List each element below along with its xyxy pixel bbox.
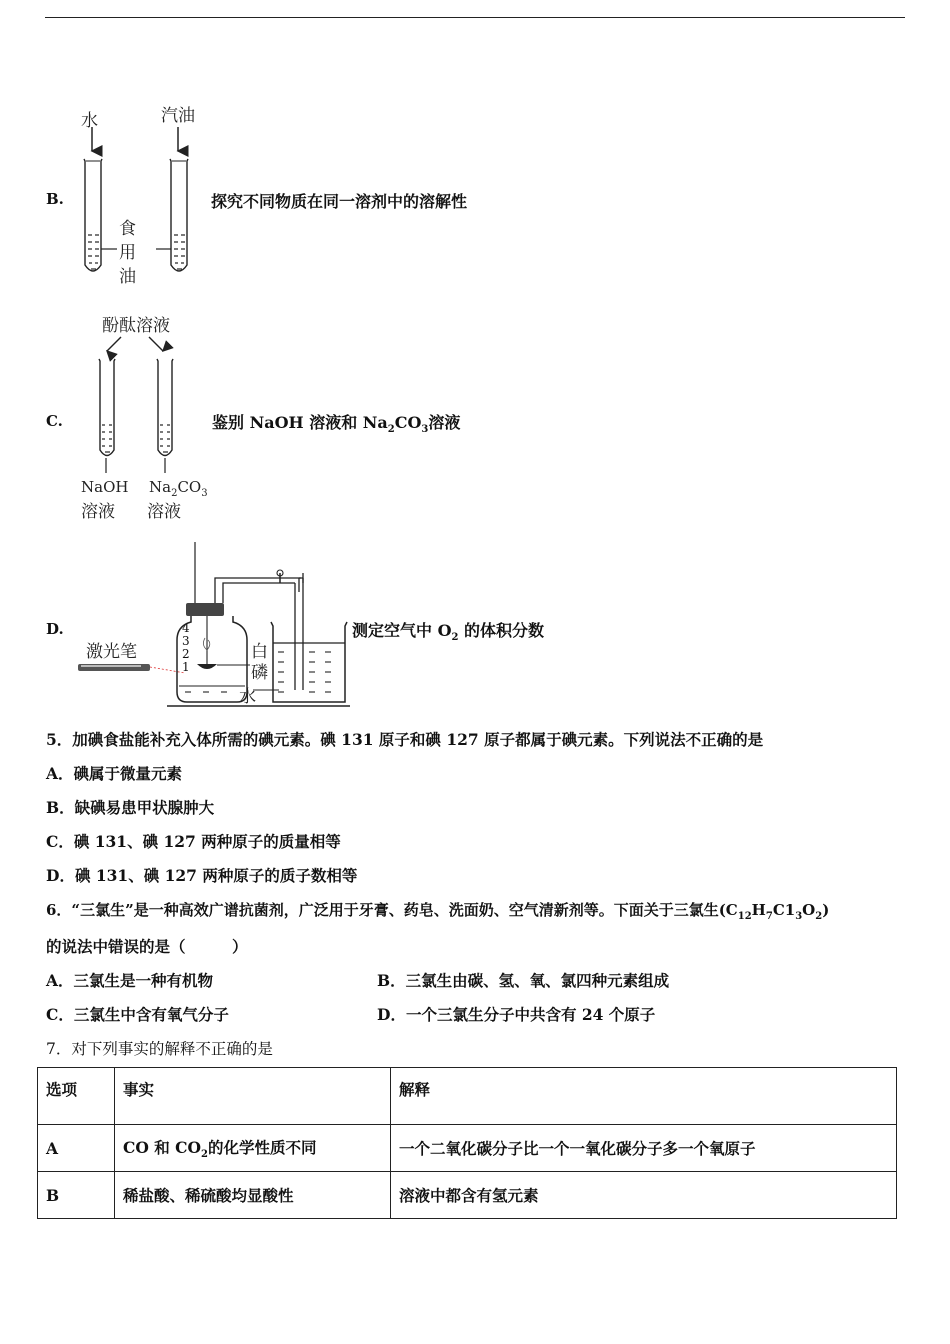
q6-choice-b: B．三氯生由碳、氢、氧、氯四种元素组成 [377, 971, 670, 990]
q6-choice-c: C．三氯生中含有氧气分子 [46, 1005, 229, 1024]
q5-choice-a: A．碘属于微量元素 [46, 764, 183, 783]
q6-stem: 6．“三氯生”是一种高效广谱抗菌剂，广泛用于牙膏、药皂、洗面奶、空气清新剂等。下面关于三氯生$(C_{12}H_7C1_3O_2)$ [46, 901, 830, 922]
option-c-caption: 鉴别 NaOH 溶液和 $Na_2CO_3$溶液 [212, 413, 461, 436]
label-gasoline: 汽油 [161, 106, 195, 126]
q5-choice-b: B．缺碘易患甲状腺肿大 [46, 798, 215, 817]
option-d-letter: D. [46, 620, 64, 638]
q7-stem: 7．对下列事实的解释不正确的是 [46, 1040, 273, 1058]
label-phenolphthalein: 酚酞溶液 [102, 316, 170, 336]
row-b-explanation: 溶液中都含有氢元素 [391, 1172, 897, 1219]
label-white-2: 磷 [251, 663, 268, 683]
q5-choice-d: D．碘 131、碘 127 两种原子的质子数相等 [46, 866, 358, 885]
header-rule [45, 17, 905, 18]
figure-d-apparatus [75, 540, 350, 710]
figure-c-test-tubes [85, 333, 205, 478]
figure-b-test-tubes [70, 125, 210, 285]
label-water-top: 水 [81, 111, 98, 131]
q5-stem: 5．加碘食盐能补充入体所需的碘元素。碘 131 原子和碘 127 原子都属于碘元素。下列说法不正确的是 [46, 730, 764, 749]
row-a-fact: CO 和 $CO_2$的化学性质不同 [115, 1125, 391, 1172]
scale-marks: 4 3 2 1 [182, 621, 190, 674]
label-na2co3-solution: 溶液 [147, 502, 181, 522]
q6-choice-a: A．三氯生是一种有机物 [46, 971, 214, 990]
laser-pen-icon [78, 664, 185, 673]
label-naoh-solution: 溶液 [81, 502, 115, 522]
option-d-caption: 测定空气中 $O_2$ 的体积分数 [352, 621, 545, 644]
label-na2co3: $Na_2CO_3$ [149, 478, 208, 499]
row-b-fact: 稀盐酸、稀硫酸均显酸性 [115, 1172, 391, 1219]
header-option: 选项 [38, 1068, 115, 1125]
table-row [38, 1125, 897, 1172]
option-b-letter: B. [46, 190, 64, 208]
row-b-option: B [38, 1172, 115, 1219]
label-water-d: 水 [239, 687, 256, 707]
label-white-1: 白 [251, 642, 268, 662]
label-oil-3: 油 [119, 267, 136, 287]
q6-stem-2: 的说法中错误的是（ ） [46, 937, 248, 956]
header-explanation: 解释 [391, 1068, 897, 1125]
q5-choice-c: C．碘 131、碘 127 两种原子的质量相等 [46, 832, 341, 851]
row-a-option: A [38, 1125, 115, 1172]
label-laser-pen: 激光笔 [86, 642, 137, 662]
q6-choice-d: D．一个三氯生分子中共含有 24 个原子 [377, 1005, 656, 1024]
row-a-explanation: 一个二氧化碳分子比一个一氧化碳分子多一个氧原子 [391, 1125, 897, 1172]
option-c-letter: C. [46, 412, 63, 430]
q7-table [37, 1067, 897, 1219]
header-fact: 事实 [115, 1068, 391, 1125]
label-oil-1: 食 [119, 219, 136, 239]
option-b-caption: 探究不同物质在同一溶剂中的溶解性 [211, 192, 468, 211]
label-naoh: NaOH [81, 478, 129, 496]
table-row [38, 1172, 897, 1219]
table-header-row [38, 1068, 897, 1125]
label-oil-2: 用 [119, 243, 136, 263]
